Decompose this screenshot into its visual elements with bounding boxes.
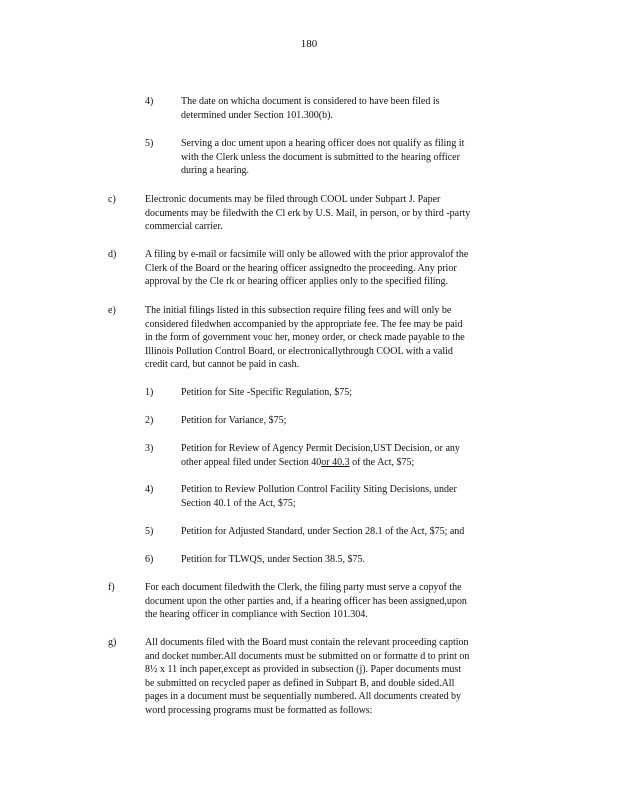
item-marker: c)	[108, 194, 116, 205]
text-line: pages in a document must be sequentially numbered. All documents created by	[145, 691, 462, 703]
text-fragment: other appeal filed under Section 40	[181, 456, 322, 468]
text-fragment: of the Act, $75;	[349, 456, 415, 468]
item-text	[181, 442, 460, 469]
item-text	[181, 525, 464, 539]
text-line: document upon the other parties and, if a hearing officer has been assigned,upon	[145, 595, 467, 607]
text-line: Petition to Review Pollution Control Facility Siting Decisions, under	[181, 484, 457, 495]
text-line: the hearing officer in compliance with Section 101.304.	[145, 609, 368, 621]
text-line: be submitted on recycled paper as defined in Subpart B, and double sided.All	[145, 677, 455, 689]
item-marker: f)	[108, 582, 115, 593]
item-marker: 2)	[145, 415, 154, 426]
text-line: approval by the Cle rk or hearing officer applies only to the specified filing.	[145, 276, 449, 288]
text-line: Petition for Variance, $75;	[181, 415, 287, 426]
item-text	[181, 137, 464, 178]
item-text	[181, 386, 352, 400]
text-line: Electronic documents may be filed through COOL under Subpart J. Paper	[145, 194, 441, 205]
item-marker: 4)	[145, 96, 154, 107]
text-line: Petition for Review of Agency Permit Decision,UST Decision, or any	[181, 443, 460, 454]
text-line: Petition for Site -Specific Regulation, $75;	[181, 387, 353, 398]
text-line: with the Clerk unless the document is submitted to the hearing officer	[181, 151, 460, 163]
text-line	[181, 456, 460, 470]
item-text	[145, 193, 470, 234]
underlined-section-ref: or 40.3	[321, 456, 350, 468]
text-line: and docket number.All documents must be submitted on or formatte d to print on	[145, 650, 470, 662]
text-line: The date on whicha document is considered to have been filed is	[181, 96, 440, 107]
item-text	[145, 636, 469, 718]
text-line: Petition for TLWQS, under Section 38.5, $75.	[181, 554, 366, 565]
text-line: in the form of government vouc her, money order, or check made payable to the	[145, 332, 465, 344]
text-line: during a hearing.	[181, 165, 250, 177]
text-line: documents may be filedwith the Cl erk by U.S. Mail, in person, or by third -party	[145, 207, 471, 219]
item-text	[181, 553, 365, 567]
text-line: A filing by e-mail or facsimile will only be allowed with the prior approvalof the	[145, 249, 469, 260]
item-marker: 1)	[145, 387, 154, 398]
text-line: credit card, but cannot be paid in cash.	[145, 359, 300, 371]
text-line: For each document filedwith the Clerk, the filing party must serve a copyof the	[145, 582, 462, 593]
item-marker: 3)	[145, 443, 154, 454]
item-marker: 6)	[145, 554, 154, 565]
item-text	[181, 95, 440, 122]
text-line: Illinois Pollution Control Board, or electronicallythrough COOL with a valid	[145, 345, 453, 357]
item-text	[145, 304, 465, 372]
text-line: considered filedwhen accompanied by the appropriate fee. The fee may be paid	[145, 318, 463, 330]
text-line: Serving a doc ument upon a hearing officer does not qualify as filing it	[181, 138, 465, 149]
text-line: Clerk of the Board or the hearing officer assignedto the proceeding. Any prior	[145, 262, 457, 274]
item-marker: d)	[108, 249, 117, 260]
text-line: Section 40.1 of the Act, $75;	[181, 497, 296, 509]
item-text	[181, 414, 286, 428]
item-text	[145, 581, 467, 622]
item-text	[145, 248, 468, 289]
text-line: 8½ x 11 inch paper,except as provided in subsection (j). Paper documents must	[145, 664, 462, 676]
item-marker: g)	[108, 637, 117, 648]
item-marker: 5)	[145, 526, 154, 537]
text-line: The initial filings listed in this subsection require filing fees and will only be	[145, 305, 452, 316]
item-marker: e)	[108, 305, 116, 316]
text-line: Petition for Adjusted Standard, under Section 28.1 of the Act, $75; and	[181, 526, 465, 537]
page-number: 180	[300, 38, 318, 50]
text-line: commercial carrier.	[145, 221, 223, 233]
item-text	[181, 483, 457, 510]
item-marker: 4)	[145, 484, 154, 495]
text-line: All documents filed with the Board must contain the relevant proceeding caption	[145, 637, 469, 648]
item-marker: 5)	[145, 138, 154, 149]
text-line: word processing programs must be formatted as follows:	[145, 704, 373, 716]
text-line: determined under Section 101.300(b).	[181, 109, 333, 121]
